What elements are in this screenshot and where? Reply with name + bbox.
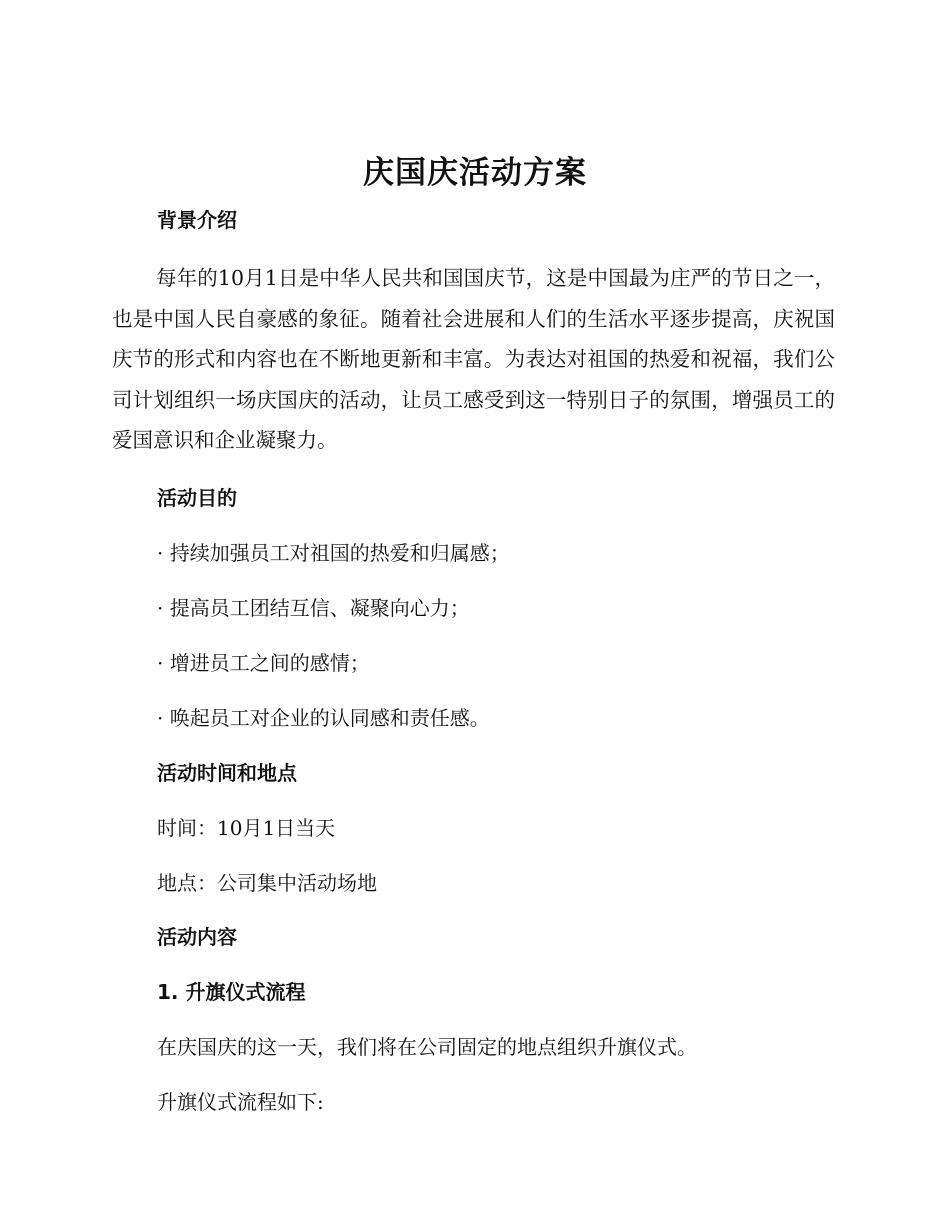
background-paragraph: 每年的10月1日是中华人民共和国国庆节，这是中国最为庄严的节日之一，也是中国人民自豪感的象征。随着社会进展和人们的生活水平逐步提高，庆祝国庆节的形式和内容也在不断地更新和丰富。为表达对祖国的热爱和祝福，我们公司计划组织一场庆国庆的活动，让员工感受到这一特别日子的氛围，增强员工的爱国意识和企业凝聚力。 bbox=[112, 266, 835, 452]
section-heading-content: 活动内容 bbox=[157, 925, 237, 949]
section-heading-time-place: 活动时间和地点 bbox=[157, 761, 297, 785]
purpose-list-item: · 持续加强员工对祖国的热爱和归属感； bbox=[157, 541, 510, 565]
section-heading-background: 背景介绍 bbox=[157, 208, 237, 232]
flag-ceremony-intro: 在庆国庆的这一天，我们将在公司固定的地点组织升旗仪式。 bbox=[157, 1035, 697, 1059]
purpose-list-item: · 唤起员工对企业的认同感和责任感。 bbox=[157, 706, 490, 730]
flag-ceremony-process-label: 升旗仪式流程如下: bbox=[157, 1090, 324, 1114]
event-time: 时间：10月1日当天 bbox=[157, 816, 336, 840]
purpose-list-item: · 提高员工团结互信、凝聚向心力； bbox=[157, 596, 470, 620]
subheading-flag-ceremony: 1. 升旗仪式流程 bbox=[157, 980, 306, 1004]
event-place: 地点：公司集中活动场地 bbox=[157, 871, 377, 895]
document-title: 庆国庆活动方案 bbox=[363, 155, 587, 191]
section-heading-purpose: 活动目的 bbox=[157, 486, 237, 510]
purpose-list-item: · 增进员工之间的感情； bbox=[157, 651, 370, 675]
